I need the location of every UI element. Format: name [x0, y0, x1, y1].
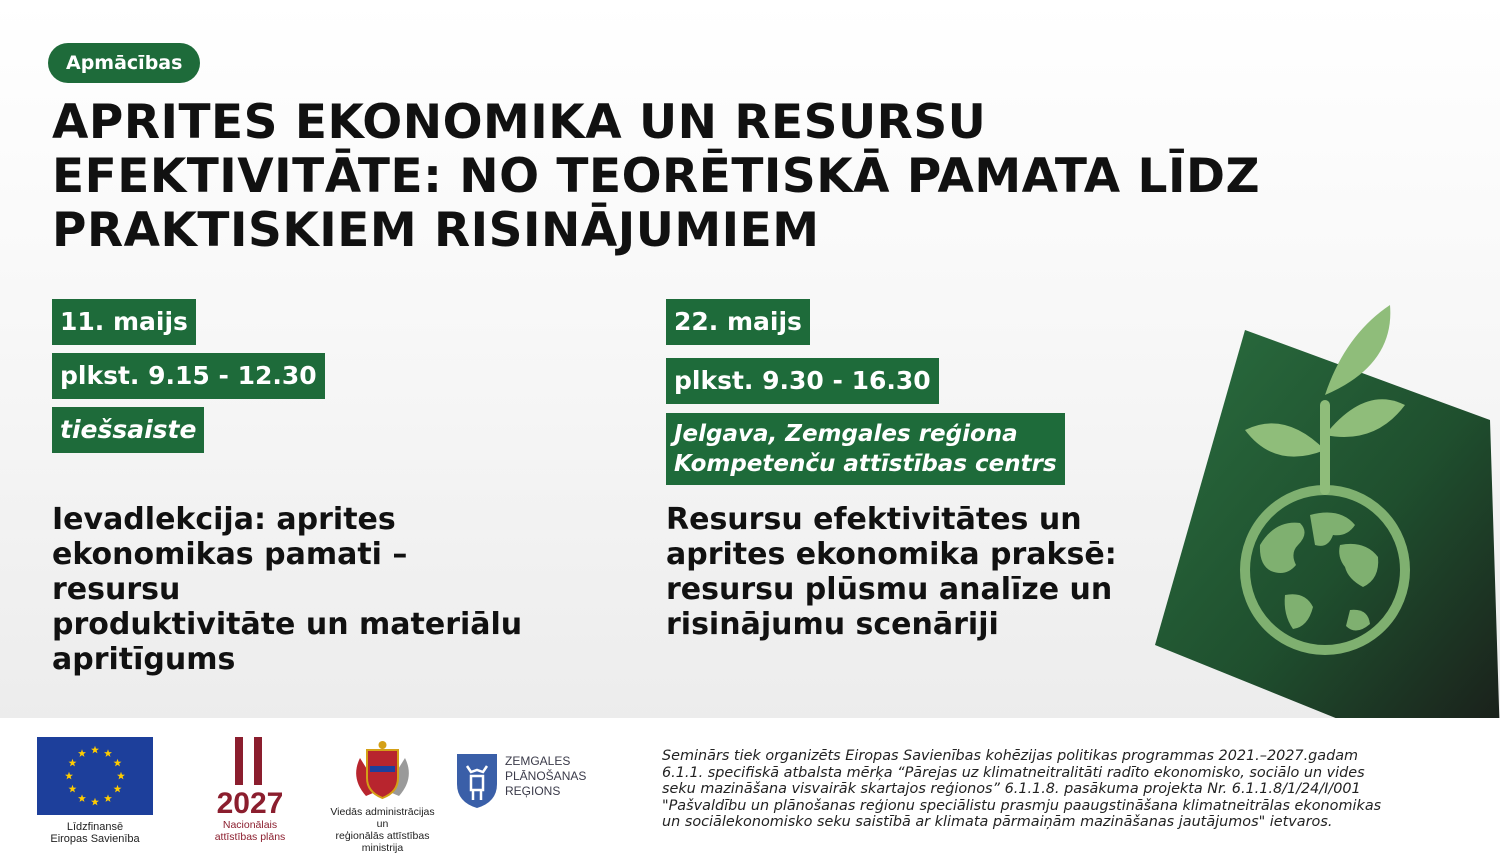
event1-time: plkst. 9.15 - 12.30: [52, 353, 325, 399]
page-title: [52, 96, 1432, 258]
nap-year: 2027: [216, 787, 284, 820]
zpr-logo-line: PLĀNOŠANAS: [505, 769, 587, 783]
description-line: risinājumu scenāriji: [666, 607, 999, 642]
eu-flag-icon: [37, 737, 153, 815]
varam-logo-line: ministrija: [361, 842, 404, 854]
elk-shield-icon: [455, 752, 499, 810]
description-line: resursu plūsmu analīze un: [666, 572, 1113, 607]
title-line: PRAKTISKIEM RISINĀJUMIEM: [52, 203, 820, 258]
zpr-logo: [455, 752, 585, 812]
nap-bars-icon: [200, 735, 300, 785]
event2-place: [666, 413, 1065, 485]
disclaimer-line: 6.1.1. specifiskā atbalsta mērķa “Pārejas uz klimatneitralitāti radīto ekonomisko, sociālo un vides: [662, 764, 1365, 781]
disclaimer-line: seku mazināšana visvairāk skartajos reģionos” 6.1.1.8. pasākuma projekta Nr. 6.1.1.8/1/24/I/001: [662, 781, 1361, 797]
nap-logo-line: attīstības plāns: [214, 831, 286, 843]
eu-logo: [37, 737, 153, 845]
description-line: resursu: [52, 572, 181, 607]
eu-logo-line: Līdzfinansē: [66, 821, 124, 833]
place-line: Jelgava, Zemgales reģiona: [674, 421, 1018, 447]
disclaimer-line: un sociālekonomisko seku saistībā ar klimata pārmaiņām mazināšanas jautājumos" ietvaros.: [662, 814, 1333, 830]
event1-description: [52, 502, 612, 677]
event1-date: 11. maijs: [52, 299, 196, 345]
description-line: Ievadlekcija: aprites: [52, 502, 396, 537]
title-line: APRITES EKONOMIKA UN RESURSU: [52, 95, 987, 150]
event2-description: [666, 502, 1186, 642]
description-line: aprites ekonomika praksē:: [666, 537, 1117, 572]
place-line: Kompetenču attīstības centrs: [674, 451, 1057, 477]
category-badge: Apmācības: [48, 43, 200, 83]
description-line: apritīgums: [52, 642, 236, 677]
title-line: EFEKTIVITĀTE: NO TEORĒTISKĀ PAMATA LĪDZ: [52, 149, 1261, 204]
disclaimer-line: Seminārs tiek organizēts Eiropas Savienības kohēzijas politikas programmas 2021.–2027.gadam: [662, 748, 1359, 764]
description-line: Resursu efektivitātes un: [666, 502, 1082, 537]
disclaimer-line: "Pašvaldību un plānošanas reģionu speciālistu prasmju paaugstināšana klimatneitrālas ekonomikas: [662, 797, 1382, 814]
zpr-logo-line: ZEMGALES: [505, 754, 571, 768]
event2-date: 22. maijs: [666, 299, 810, 345]
event2-time: plkst. 9.30 - 16.30: [666, 358, 939, 404]
description-line: produktivitāte un materiālu: [52, 607, 523, 642]
nap-logo-line: Nacionālais: [222, 819, 278, 831]
varam-logo-line: Viedās administrācijas un: [330, 806, 435, 830]
description-line: ekonomikas pamati –: [52, 537, 408, 572]
event1-place: tiešsaiste: [52, 407, 204, 453]
globe-sprout-illustration: [1150, 300, 1500, 745]
varam-logo: [330, 740, 435, 854]
funding-disclaimer: [662, 748, 1474, 831]
varam-logo-line: reģionālās attīstības: [335, 830, 430, 842]
eu-logo-line: Eiropas Savienība: [50, 833, 140, 845]
zpr-logo-line: REĢIONS: [505, 784, 561, 798]
nap-logo: [200, 735, 300, 843]
coat-of-arms-icon: [330, 740, 435, 802]
